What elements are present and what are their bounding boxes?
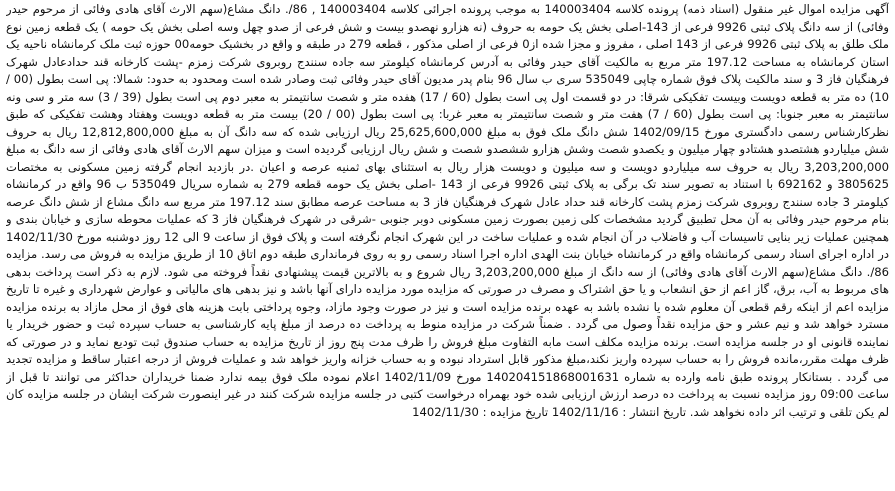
auction-notice-text: آگهی مزایده اموال غیر منقول (اسناد ذمه) پرونده کلاسه 140003404 به موجب پرونده اجرائی کلاسه 140003404 , 86/. دانگ مشاع(سهم الارث آقای هادی وفائی از مرحوم حیدر وفائی) از سه دانگ پلاک ثبتی 9926 فرعی از 143-اصلی بخش یک حومه به حروف (نه هزارو نهصدو بیست و شش فرعی از صدو چهل وسه اصلی بخش یک حومه ) یک قطعه زمین نوع ملک طلق به پلاک ثبتی 9926 فرعی از 143 اصلی ، مفروز و مجزا شده از0 فرعی از اصلی مذکور ، قطعه 279 در طبقه و واقع در بخشیک حومه00 حوزه ثبت ملک کرمانشاه ناحیه یک استان کرمانشاه به مساحت 197.12 متر مربع به مالکیت آقای حیدر وفائی به آدرس کرمانشاه کیلومتر سه جاده سنندج روبروی شرکت زمزم -پشت کارخانه قند حدادعادل شهرک فرهنگیان فاز 3 و سند مالکیت پلاک فوق شماره چاپی 535049 سری ب سال 96 بنام پدر مدیون آقای حیدر وفائی ثبت وصادر شده است ومحدود به حدود: شمالا: پی است بطول (00 / 10) ده متر به قطعه دویست وبیست تفکیکی شرقا: در دو قسمت اول پی است بطول (60 / 17) هفده متر و شصت سانتیمتر به معبر دوم پی است بطول (39 / 3) سه متر و سی ونه سانتیمتر به معبر جنوبا: پی است بطول (60 / 7) هفت متر و شصت سانتیمتر به معبر غربا: پی است بطول (00 / 20) بیست متر به قطعه دویست وهفتاد وهشت تفکیکی که طبق نظرکارشناس رسمی دادگستری مورخ 1402/09/15 شش دانگ ملک فوق به مبلغ 25,625,600,000 ریال ارزیابی شده که سه دانگ آن به مبلغ 12,812,800,000 ریال به حروف شش میلیاردو هشتصدو هشتادو چهار میلیون و یکصدو شصت وشش هزارو ششصدو شصت و شش ریال ارزیابی گردیده است و میزان سهم الارث آقای هادی وفائی از سه دانگ به مبلغ 3,203,200,000 ریال به حروف سه میلیاردو دویست و سه میلیون و دویست هزار ریال به استثنای بهای ثمنیه عرصه و اعیان .در بازدید انجام گرفته زمین مسکونی به مختصات 3805625 و 692162 با استناد به تصویر سند تک برگی به پلاک ثبتی 9926 فرعی از 143 -اصلی بخش یک حومه قطعه 279 به شماره سریال 535049 ب 96 واقع در کرمانشاه کیلومتر 3 جاده سنندج روبروی شرکت زمزم پشت کارخانه قند حداد عادل شهرک فرهنگیان فاز 3 به مساحت عرصه مطابق سند 197.12 متر مربع سه دانگ مشاع از شش دانگ عرصه بنام مرحوم حیدر وفائی به آن محل تطبیق گردید مشخصات کلی زمین بصورت زمین مسکونی دوبر جنوبی -شرقی در شهرک فرهنگیان فاز 3 که عملیات محوطه سازی و خیابان بندی و همچنین عملیات زیر بنایی تاسیسات آب و فاضلاب در آن انجام شده و عملیات ساخت در این شهرک انجام نگرفته است و پلاک فوق از ساعت 9 الی 12 روز دوشنبه مورخ 1402/11/30 در اداره اجرای اسناد رسمی کرمانشاه واقع در کرمانشاه خیابان بنت الهدی اداره اجرا اسناد رسمی رو به روی فرمانداری طبقه دوم اتاق 10 از طریق مزایده به فروش می رسد. مزایده 86/. دانگ مشاع(سهم الارث آقای هادی وفائی) از سه دانگ از مبلغ 3,203,200,000 ریال شروع و به بالاترین قیمت پیشنهادی نقداً فروخته می شود. لازم به ذکر است پرداخت بدهی های مربوط به آب، برق، گاز اعم از حق انشعاب و یا حق اشتراک و مصرف در صورتی که مزایده مورد مزایده دارای آنها باشد و نیز بدهی های مالیاتی و عوارض شهرداری و غیره تا تاریخ مزایده اعم از اینکه رقم قطعی آن معلوم شده یا نشده باشد به عهده برنده مزایده است و نیز در صورت وجود مازاد، وجوه پرداختی بابت هزینه های فوق از محل مازاد به برنده مزایده مسترد خواهد شد و نیم عشر و حق مزایده نقداً وصول می گردد . ضمناً شرکت در مزایده منوط به پرداخت ده درصد از مبلغ پایه کارشناسی به حساب سپرده ثبت و حضور خریدار یا نماینده قانونی او در جلسه مزایده است. برنده مزایده مکلف است مابه التفاوت مبلغ فروش را ظرف مدت پنج روز از تاریخ مزایده به حساب صندوق ثبت تودیع نماید و در صورتی که ظرف مهلت مقرر،مانده فروش را به حساب سپرده واریز نکند،مبلغ مذکور قابل استرداد نبوده و به حساب خزانه واریز خواهد شد و عملیات فروش از درجه اعتبار ساقط و مزایده تجدید می گردد . بستانکار پرونده طبق نامه وارده به شماره 140204151868001631 مورخ 1402/11/09 اعلام نموده ملک فوق بیمه ندارد ضمنا خریداران حداکثر می توانند تا قبل از ساعت 09:00 روز مزایده نسبت به پرداخت ده درصد ارزش ارزیابی شده خود بهمراه درخواست کتبی در جلسه مزایده شرکت کنند در غیر اینصورت شرکت ایشان در جلسه مزایده کان لم یکن تلقی و ترتیب اثر داده نخواهد شد. تاریخ انتشار : 1402/11/16 تاریخ مزایده : 1402/11/30 — [6, 2, 889, 419]
auction-notice — [6, 1, 889, 489]
